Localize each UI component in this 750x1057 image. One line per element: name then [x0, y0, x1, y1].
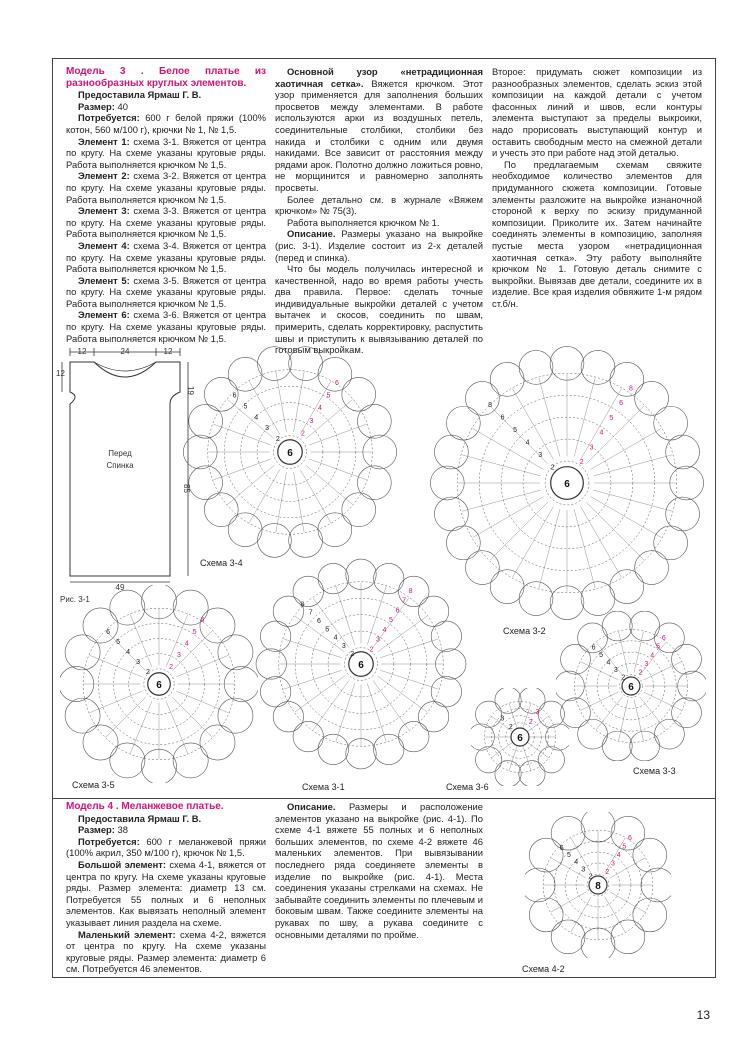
label-front: Перед [108, 449, 132, 458]
dim-top-right: 12 [163, 347, 173, 356]
needs-label: Потребуется: [78, 112, 140, 124]
scheme-center-number: 6 [517, 733, 523, 744]
scheme-ring-label: 2 [275, 435, 280, 443]
model4-needs-label: Потребуется: [78, 835, 140, 847]
scheme-ring-label-marked: 5 [609, 414, 614, 422]
scheme-ring-label-marked: 8 [408, 588, 413, 596]
scheme-ring-label: 4 [254, 414, 259, 422]
scheme-ring-label: 5 [325, 626, 330, 634]
element-label: Элемент 3: [78, 205, 130, 217]
scheme-ring-label: 2 [350, 651, 355, 659]
crochet-scheme [254, 557, 468, 771]
scheme-ring-label: 3 [581, 866, 586, 874]
scheme-ring-label-marked: 3 [309, 417, 314, 425]
scheme-ring-label: 6 [106, 629, 111, 637]
dim-top-left: 12 [77, 347, 87, 356]
scheme-ring-label: 2 [621, 674, 626, 682]
element-label: Элемент 2: [78, 170, 130, 182]
model4-column-2 [275, 801, 483, 940]
section-divider [52, 798, 716, 799]
label-back: Спинка [106, 461, 134, 470]
big-element-label: Большой элемент: [78, 858, 166, 870]
rules-text: Что бы модель получилась интересной и качественной, надо во время работы учесть два правила. Первое: сделать точные индивидуальные выкройки деталей с учетом вытачек и скосов, соединить по швам, примерить, сделать корректировку, распустить швы и приступить к вывязыванию деталей по готовым выкройкам. [275, 263, 483, 356]
scheme-ring-label-marked: 8 [629, 385, 633, 393]
model3-column-2 [275, 66, 483, 356]
small-element-text: схема 4-2, вяжется от центра по кругу. На схеме указаны круговые ряды. Размер элемента: диаметр 6 см. Потребуется 46 элементов. [66, 928, 267, 975]
scheme-caption: Схема 3-6 [446, 782, 489, 792]
scheme-caption: Схема 4-2 [522, 964, 565, 974]
scheme-ring-label-marked: 3 [611, 860, 615, 868]
scheme-ring-label: 4 [606, 659, 611, 667]
needs-value: 600 г белой пряжи (100% котон, 560 м/100 г), крючки № 1, № 1,5. [66, 112, 266, 135]
element-item [66, 205, 266, 240]
scheme-ring-label: 4 [525, 439, 530, 447]
element-text: схема 3-3. Вяжется от центра по кругу. На схеме указаны круговые ряды. Работа выполняется крючком № 1,5. [66, 205, 267, 240]
model4-size-label: Размер: [78, 824, 115, 836]
model4-size-value: 38 [117, 824, 128, 836]
element-item [66, 170, 266, 205]
model3-title: Модель 3 . Белое платье из разнообразных круглых элементов. [66, 66, 266, 89]
scheme-ring-label: 5 [566, 851, 571, 859]
scheme-center-number: 6 [287, 448, 293, 459]
scheme-ring-label-marked: 6 [661, 634, 666, 642]
scheme-ring-label: 8 [488, 402, 492, 410]
desc-label: Описание. [287, 228, 336, 240]
model4-needs-value: 600 г меланжевой пряжи (100% акрил, 350 м/100 г), крючок № 1,5. [66, 835, 266, 859]
scheme-ring-label-marked: 5 [656, 643, 660, 651]
scheme-ring-label: 8 [300, 601, 305, 609]
scheme-ring-label: 5 [116, 639, 121, 647]
second-rule: Второе: придумать сюжет композиции из разнообразных элементов, сделать эскиз этой композиции на каждой детали с учетом фасонных линий и швов, если контуры элемента выступают за пределы выкроики, надо прорисовать выступающий контур и оставить свободным место на смежной детали и учесть это при работе над этой деталью. [492, 66, 702, 159]
element-text: схема 3-5. Вяжется от центра по кругу. На схеме указаны круговые ряды. Работа выполняется крючком № 1,5. [66, 274, 267, 309]
pattern-ref: Более детально см. в журнале «Вяжем крючком» № 75(3). [275, 193, 483, 217]
page-number: 13 [696, 1008, 710, 1022]
size-value: 40 [117, 100, 128, 112]
scheme-ring-label-marked: 4 [318, 405, 322, 413]
crochet-scheme [471, 688, 569, 786]
scheme-ring-label-marked: 5 [326, 392, 331, 400]
scheme-ring-label: 7 [308, 609, 313, 617]
scheme-ring-label-marked: 2 [169, 663, 174, 671]
crochet-scheme [183, 345, 397, 559]
scheme-ring-label: 5 [243, 403, 248, 411]
scheme-center-number: 6 [358, 660, 364, 671]
element-text: схема 3-1. Вяжется от центра по кругу. На схеме указаны круговые ряды. Работа выполняется крючком № 1,5. [66, 135, 267, 170]
dim-side-height: 85 [182, 484, 191, 493]
scheme-ring-label: 5 [599, 652, 603, 660]
pattern-text: Вяжется крючком. Этот узор применяется для заполнения больших просветов между элементами. В работе используются арки из воздушных петель, соединительные столбики, столбики без накида и столбики с одним или двумя накидами. Все зависит от расстояния между рядами арок. Полотно должно ложиться ровно, не морщинится и равномерно заполнять просветы. [275, 77, 483, 193]
element-text: схема 3-4. Вяжется от центра по кругу. На схеме указаны круговые ряды. Работа выполняется крючком № 1,5. [66, 239, 267, 275]
scheme-ring-label: 2 [146, 669, 150, 677]
model4-desc-text: Размеры и расположение элементов указано на выкройке (рис. 4-1). По схеме 4-1 вяжете 55 полных и 6 неполных больших элементов, по схеме 4-2 вяжете 46 маленьких элементов. При вывязывании последнего ряда соединяете элементы в изделие по выкройке (рис. 4-1). Места соединения указаны стрелками на схемах. Не забывайте соединить элементы по плечевым и боковым швам. Также соедините элементы на рукавах по шву, а рукава соедините с основными деталями по пройме. [275, 801, 484, 940]
scheme-ring-label: 3 [613, 666, 618, 674]
scheme-ring-label: 4 [126, 649, 131, 657]
scheme-ring-label: 4 [574, 859, 579, 867]
scheme-ring-label-marked: 5 [192, 628, 197, 636]
pattern-title: Основной узор «нетрадиционная хаотичная сетка». [275, 66, 483, 89]
scheme-ring-label-marked: 4 [184, 640, 189, 648]
crochet-scheme [60, 585, 258, 783]
model3-column-3 [492, 66, 702, 309]
scheme-ring-label: 3 [136, 659, 140, 667]
element-label: Элемент 4: [78, 239, 130, 251]
scheme-ring-label-marked: 6 [628, 835, 632, 843]
scheme-ring-label: 3 [341, 642, 346, 650]
element-text: схема 3-2. Вяжется от центра по кругу. На схеме указаны круговые ряды. Работа выполняется крючком № 1,5. [66, 170, 267, 205]
crochet-scheme [426, 342, 708, 624]
scheme-ring-label: 6 [232, 392, 237, 400]
element-label: Элемент 5: [78, 274, 130, 286]
scheme-ring-label: 3 [265, 425, 270, 433]
scheme-center-number: 6 [156, 680, 162, 691]
scheme-ring-label-marked: 4 [382, 626, 387, 634]
scheme-ring-label: 3 [500, 715, 505, 723]
model4-title: Модель 4 . Меланжевое платье. [66, 801, 224, 812]
scheme-ring-label-marked: 3 [535, 708, 540, 716]
figure-caption: Рис. 3-1 [60, 595, 90, 604]
element-item [66, 309, 266, 344]
scheme-ring-label-marked: 7 [402, 597, 407, 605]
scheme-ring-label-marked: 3 [644, 660, 649, 668]
scheme-ring-label-marked: 2 [369, 646, 374, 654]
crochet-scheme [525, 812, 671, 958]
element-label: Элемент 6: [78, 309, 130, 321]
dim-top-mid: 24 [120, 347, 130, 356]
scheme-ring-label-marked: 2 [528, 718, 533, 726]
scheme-caption: Схема 3-4 [200, 558, 243, 568]
scheme-ring-label: 6 [500, 414, 505, 422]
scheme-center-number: 6 [564, 479, 570, 490]
scheme-ring-label-marked: 2 [638, 669, 643, 677]
scheme-caption: Схема 3-2 [503, 626, 546, 636]
scheme-ring-label-marked: 6 [200, 617, 205, 625]
element-item [66, 275, 266, 310]
scheme-ring-label-marked: 2 [579, 458, 584, 466]
scheme-ring-label: 6 [316, 617, 321, 625]
element-item [66, 136, 266, 171]
element-label: Элемент 1: [78, 135, 130, 147]
scheme-ring-label: 5 [513, 427, 518, 435]
scheme-ring-label: 4 [333, 634, 338, 642]
scheme-ring-label-marked: 3 [177, 652, 181, 660]
crochet-scheme [556, 611, 706, 761]
size-label: Размер: [78, 100, 115, 112]
scheme-caption: Схема 3-1 [302, 782, 345, 792]
scheme-ring-label: 6 [591, 644, 596, 652]
scheme-ring-label-marked: 5 [389, 617, 393, 625]
dim-side-top: 19 [186, 386, 195, 395]
scheme-ring-label-marked: 4 [599, 429, 604, 437]
scheme-ring-label: 2 [588, 873, 593, 881]
scheme-ring-label-marked: 5 [622, 843, 627, 851]
scheme-ring-label: 2 [508, 723, 513, 731]
scheme-ring-label-marked: 4 [616, 852, 621, 860]
scheme-caption: Схема 3-3 [633, 766, 676, 776]
scheme-ring-label: 2 [550, 464, 555, 472]
dim-side-left: 12 [56, 369, 65, 378]
desc-text: Размеры указано на выкройке (рис. 3-1). Изделие состоит из 2-х деталей (перед и спинка). [275, 228, 483, 263]
scheme-ring-label-marked: 6 [335, 379, 339, 387]
scheme-ring-label-marked: 6 [619, 400, 624, 408]
scheme-ring-label: 3 [538, 452, 543, 460]
big-element-text: схема 4-1, вяжется от центра по кругу. На схеме указаны круговые ряды. Размер элемента: диаметр 13 см. Потребуется 55 полных и 6 неполных элементов. Как вывязать неполный элемент указывает линия раздела на схеме. [66, 858, 267, 928]
scheme-ring-label-marked: 4 [650, 652, 655, 660]
elements-list [66, 136, 266, 345]
scheme-ring-label-marked: 3 [589, 444, 594, 452]
scheme-center-number: 8 [595, 881, 601, 892]
scheme-ring-label-marked: 2 [301, 430, 305, 438]
small-element-label: Маленький элемент: [78, 928, 176, 940]
model4-desc-label: Описание. [287, 801, 336, 812]
hook-note: Работа выполняется крючком № 1. [287, 216, 440, 228]
model3-column-1 [66, 66, 266, 344]
scheme-ring-label-marked: 3 [376, 636, 380, 644]
model4-author: Предоставила Ярмаш Г. В. [78, 812, 202, 824]
pattern-diagram [56, 344, 196, 604]
scheme-ring-label-marked: 2 [605, 869, 610, 877]
dim-bottom: 49 [115, 583, 125, 592]
model4-column-1 [66, 801, 266, 975]
element-item [66, 240, 266, 275]
scheme-ring-label: 6 [559, 844, 564, 852]
scheme-ring-label-marked: 6 [395, 607, 400, 615]
scheme-center-number: 6 [628, 682, 634, 693]
scheme-caption: Схема 3-5 [72, 780, 115, 790]
element-text: схема 3-6. Вяжется от центра по кругу. На схеме указаны круговые ряды. Работа выполняется крючком № 1,5. [66, 309, 267, 344]
model3-author: Предоставила Ярмаш Г. В. [78, 89, 202, 101]
assembly-text: По предлагаемым схемам свяжите необходимое количество элементов для придуманного сюжета композиции. Готовые элементы разложите на выкройке изнаночной стороной к верху по эскизу придуманной композиции. Приколите их. Затем начинайте соединять элементы в композицию, заполняя пустые места узором «нетрадиционная хаотичная сетка». Эту работу выполняйте крючком № 1. Готовую деталь снимите с выкройки. Вывязав две детали, соедините их в изделие. Все края изделия обвяжите 1-м рядом ст.б/н. [492, 158, 702, 309]
